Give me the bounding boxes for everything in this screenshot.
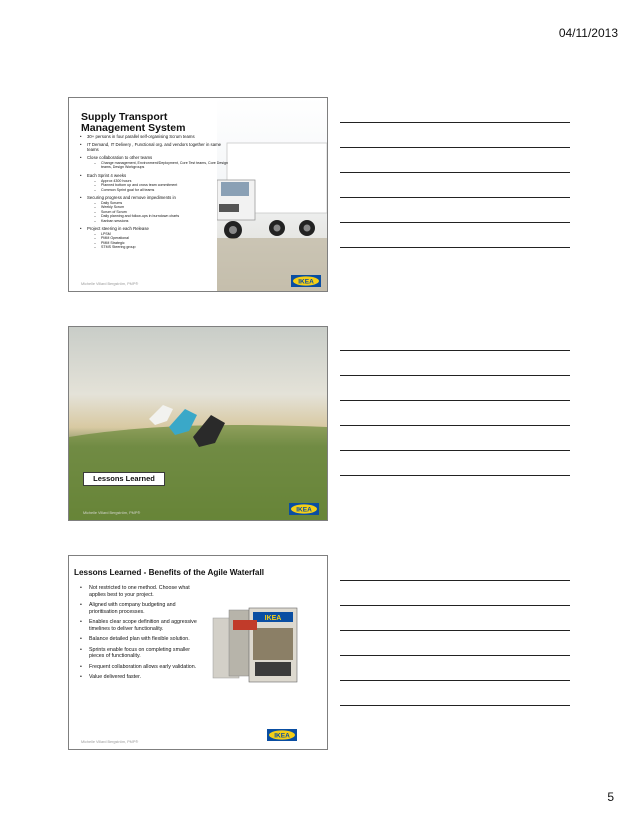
note-line: [340, 400, 570, 401]
bullet-item: • Aligned with company budgeting and prioritisation processes.: [79, 602, 205, 615]
note-line: [340, 475, 570, 476]
ikea-logo: [267, 729, 297, 741]
bullet-item: [79, 226, 229, 250]
sub-bullet-item: – Common Sprint goal for all teams: [93, 188, 229, 192]
slide-lessons-learned: [68, 326, 328, 521]
sub-bullet-item: – LPSM: [93, 232, 229, 236]
sub-bullet-item: – PMM Strategic: [93, 241, 229, 245]
sub-bullet-list: [87, 201, 229, 223]
slide-title: Supply Transport Management System: [81, 111, 186, 134]
note-line: [340, 375, 570, 376]
bullet-item: • Enables clear scope definition and aggressive timelines to deliver functionality.: [79, 619, 205, 632]
svg-text:IKEA: IKEA: [264, 615, 282, 622]
bullet-text: Securing progress and remove impediments in: [87, 195, 176, 201]
ikea-logo: [291, 275, 321, 287]
chairs-illustration: [69, 327, 327, 520]
slide-footer: Michelle Villard Bergström, PMP®: [83, 511, 141, 515]
sub-bullet-item: – Weekly Scrum: [93, 205, 229, 209]
bullet-item: • Balance detailed plan with flexible solution.: [79, 636, 205, 643]
note-line: [340, 122, 570, 123]
sub-bullet-list: [87, 232, 229, 250]
bullet-item: [79, 195, 229, 223]
slide-supply-transport: [68, 97, 328, 292]
truck-photo: [217, 98, 327, 291]
ikea-logo-text: IKEA: [296, 506, 312, 514]
note-line: [340, 197, 570, 198]
ikea-logo-text: IKEA: [298, 278, 314, 286]
bullet-text: Project steering in each Release: [87, 226, 149, 232]
bullet-list: [79, 585, 205, 685]
catalogue-photo: [211, 606, 301, 686]
note-line: [340, 147, 570, 148]
sub-bullet-item: – Daily Scrums: [93, 201, 229, 205]
note-line: [340, 705, 570, 706]
slide-footer: Michelle Villard Bergström, PMP®: [81, 282, 139, 286]
bullet-text: Each Sprint 4 weeks: [87, 172, 127, 178]
bullet-text: 30+ persons in four parallel self-organising Scrum teams: [87, 134, 195, 139]
bullet-text: IT Demand, IT Delivery , Functional org. and vendors together in same teams: [87, 142, 222, 152]
bullet-item: • Sprints enable focus on completing smaller pieces of functionality.: [79, 647, 205, 660]
note-line: [340, 605, 570, 606]
note-line: [340, 680, 570, 681]
note-line: [340, 222, 570, 223]
note-line: [340, 655, 570, 656]
sub-bullet-item: – Planned bottom up and cross team commitment: [93, 183, 229, 187]
sub-bullet-item: – Change management, Environment/Deployment, Core Test teams, Core Design teams, Design Workgroups: [93, 161, 229, 170]
catalogue-illustration: [211, 606, 301, 686]
ikea-logo-text: IKEA: [274, 732, 290, 740]
sub-bullet-list: [87, 179, 229, 192]
sub-bullet-item: – PMM Operational: [93, 236, 229, 240]
sub-bullet-list: [87, 161, 229, 170]
sub-bullet-item: – Approx 4300 hours: [93, 179, 229, 183]
page-number: 5: [607, 790, 614, 804]
sub-bullet-item: – Daily planning and follow-ups in burndown charts: [93, 214, 229, 218]
bullet-list: [79, 134, 229, 253]
bullet-item: • Not restricted to one method. Choose what applies best to your project.: [79, 585, 205, 598]
note-line: [340, 630, 570, 631]
bullet-item: • Value delivered faster.: [79, 674, 205, 681]
bullet-item: [79, 155, 229, 170]
page-date: 04/11/2013: [558, 26, 618, 40]
sub-bullet-item: – Kanban sessions: [93, 219, 229, 223]
sub-bullet-item: – Scrum of Scrum: [93, 210, 229, 214]
sub-bullet-item: – STMS Steering group: [93, 245, 229, 249]
slide-footer: Michelle Villard Bergström, PMP®: [81, 740, 139, 744]
note-line: [340, 172, 570, 173]
bullet-item: [79, 173, 229, 192]
slide-title: Lessons Learned - Benefits of the Agile Waterfall: [74, 568, 265, 577]
truck-illustration: [217, 98, 327, 291]
note-line: [340, 450, 570, 451]
bullet-item: [79, 142, 229, 152]
bullet-text: Close collaboration to other teams: [87, 155, 153, 160]
note-line: [340, 350, 570, 351]
slide-benefits: [68, 555, 328, 750]
bullet-item: [79, 134, 229, 139]
bullet-item: • Frequent collaboration allows early validation.: [79, 664, 205, 671]
note-line: [340, 580, 570, 581]
slide-title: Lessons Learned: [83, 472, 165, 486]
note-line: [340, 247, 570, 248]
coast-photo: [69, 327, 327, 520]
note-line: [340, 425, 570, 426]
ikea-logo: [289, 503, 319, 515]
